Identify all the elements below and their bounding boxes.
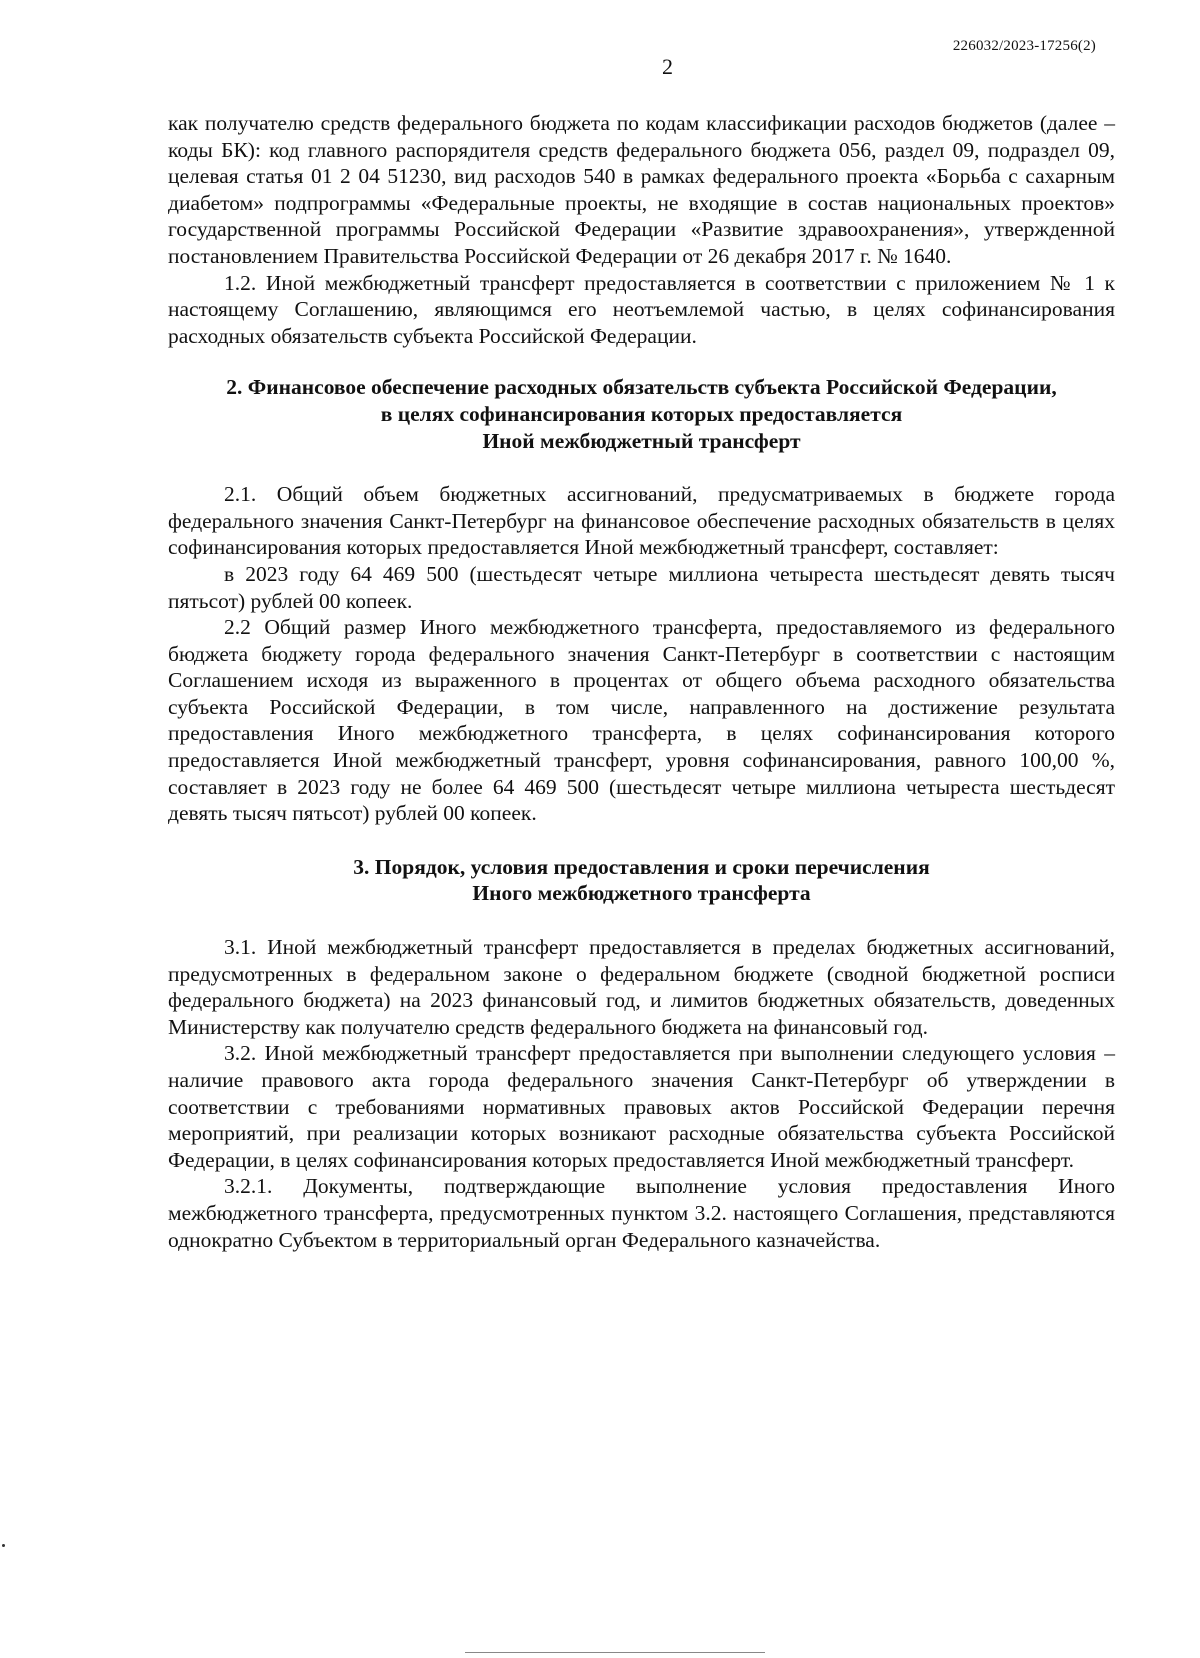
section-2-title-line-3: Иной межбюджетный трансферт bbox=[482, 428, 801, 453]
section-2-heading bbox=[168, 374, 1115, 454]
document-body bbox=[168, 110, 1115, 1253]
clause-2-2: 2.2 Общий размер Иного межбюджетного трансферта, предоставляемого из федерального бюджета бюджету города федерального значения Санкт-Петербург в соответствии с настоящим Соглашением исходя из выраженного в процентах от общего объема расходного обязательства субъекта Российской Федерации, в том числе, направленного на достижение результата предоставления Иного межбюджетного трансферта, в целях софинансирования которого предоставляется Иной межбюджетный трансферт, уровня софинансирования, равного 100,00 %, составляет в 2023 году не более 64 469 500 (шестьдесят четыре миллиона четыреста шестьдесят девять тысяч пятьсот) рублей 00 копеек. bbox=[168, 615, 1115, 826]
section-2-title-line-1: 2. Финансовое обеспечение расходных обязательств субъекта Российской Федерации, bbox=[226, 375, 1057, 400]
clause-3-2: 3.2. Иной межбюджетный трансферт предоставляется при выполнении следующего условия – наличие правового акта города федерального значения Санкт-Петербург об утверждении в соответствии с требованиями нормативных правовых актов Российской Федерации перечня мероприятий, при реализации которых возникают расходные обязательства субъекта Российской Федерации, в целях софинансирования которых предоставляется Иной межбюджетный трансферт. bbox=[168, 1041, 1115, 1172]
clause-2-1: 2.1. Общий объем бюджетных ассигнований, предусматриваемых в бюджете города федерального значения Санкт-Петербург на финансовое обеспечение расходных обязательств в целях софинансирования которых предоставляется Иной межбюджетный трансферт, составляет: bbox=[168, 482, 1115, 560]
clause-2-1-amount: в 2023 году 64 469 500 (шестьдесят четыре миллиона четыреста шестьдесят девять тысяч пятьсот) рублей 00 копеек. bbox=[168, 561, 1115, 613]
section-2-title-line-2: в целях софинансирования которых предоставляется bbox=[380, 401, 903, 426]
clause-3-2-1: 3.2.1. Документы, подтверждающие выполнение условия предоставления Иного межбюджетного трансферта, предусмотренных пунктом 3.2. настоящего Соглашения, представляются однократно Субъектом в территориальный орган Федерального казначейства. bbox=[168, 1174, 1115, 1252]
section-3-title-line-2: Иного межбюджетного трансферта bbox=[472, 881, 811, 906]
clause-1-2: 1.2. Иной межбюджетный трансферт предоставляется в соответствии с приложением № 1 к настоящему Соглашению, являющимся его неотъемлемой частью, в целях софинансирования расходных обязательств субъекта Российской Федерации. bbox=[168, 270, 1115, 348]
clause-3-1: 3.1. Иной межбюджетный трансферт предоставляется в пределах бюджетных ассигнований, предусмотренных в федеральном законе о федеральном бюджете (сводной бюджетной росписи федерального бюджета) на 2023 финансовый год, и лимитов бюджетных обязательств, доведенных Министерству как получателю средств федерального бюджета на финансовый год. bbox=[168, 935, 1115, 1039]
document-registration-number: 226032/2023-17256(2) bbox=[952, 38, 1096, 54]
bottom-divider-line bbox=[465, 1652, 765, 1653]
page-number: 2 bbox=[662, 54, 673, 79]
intro-paragraph-1: как получателю средств федерального бюджета по кодам классификации расходов бюджетов (далее – коды БК): код главного распорядителя средств федерального бюджета 056, раздел 09, подраздел 09, целевая статья 01 2 04 51230, вид расходов 540 в рамках федерального проекта «Борьба с сахарным диабетом» подпрограммы «Федеральные проекты, не входящие в состав национальных проектов» государственной программы Российской Федерации «Развитие здравоохранения», утвержденной постановлением Правительства Российской Федерации от 26 декабря 2017 г. № 1640. bbox=[168, 111, 1115, 268]
scan-artifact-dot bbox=[2, 1544, 5, 1547]
section-3-title-line-1: 3. Порядок, условия предоставления и сроки перечисления bbox=[353, 854, 930, 879]
section-3-heading bbox=[168, 854, 1115, 907]
